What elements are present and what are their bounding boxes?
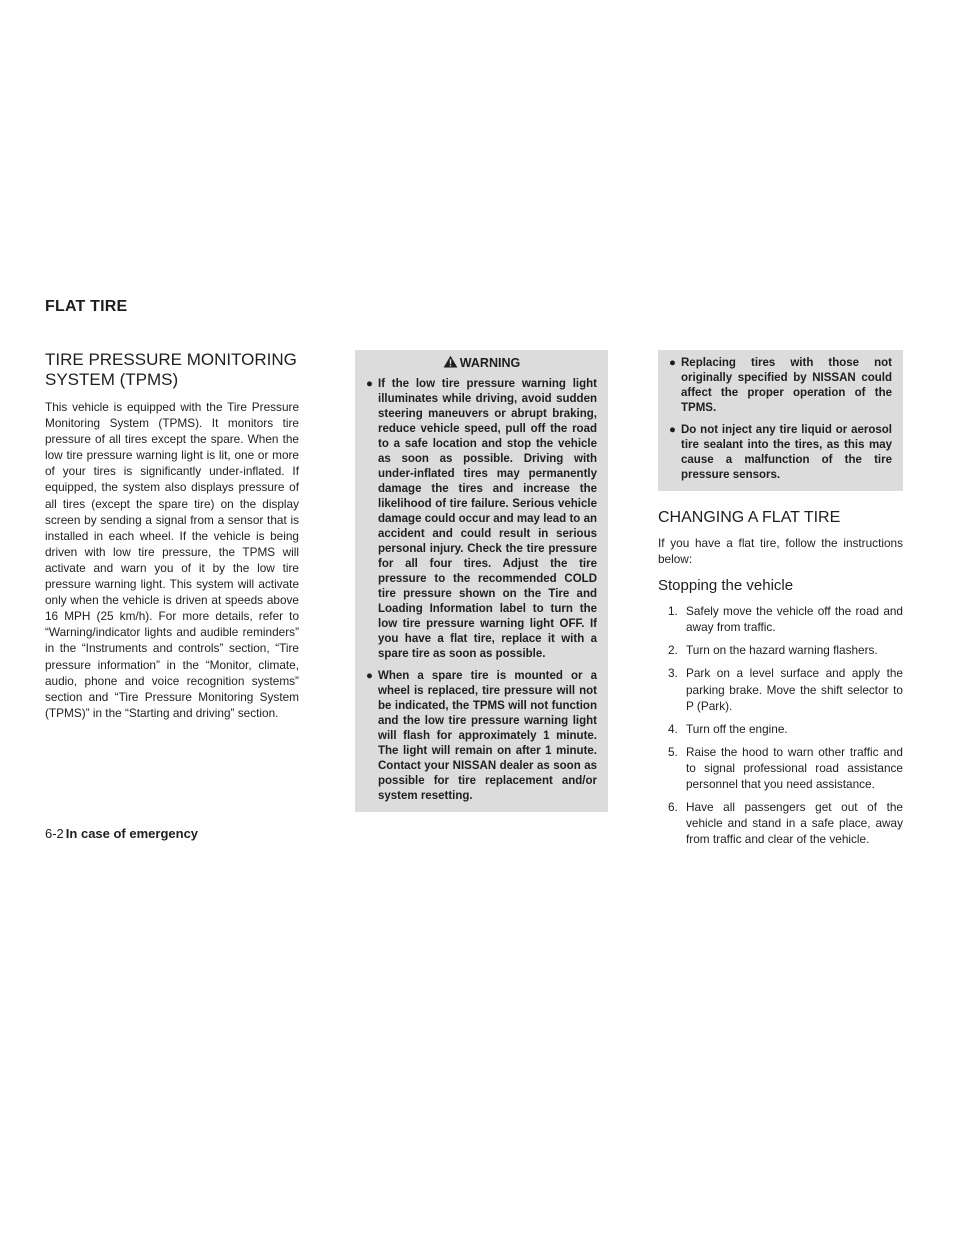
step-number: 2. — [668, 643, 678, 658]
step-item — [658, 744, 903, 792]
step-text: Have all passengers get out of the vehicle and stand in a safe place, away from traffic and clear of the vehicle. — [686, 800, 903, 847]
warning-item — [366, 669, 597, 804]
warning-item — [366, 377, 597, 662]
page-footer — [45, 826, 198, 842]
warning-list-2 — [669, 356, 892, 483]
step-item — [658, 665, 903, 713]
step-text: Safely move the vehicle off the road and away from traffic. — [686, 604, 903, 635]
warning-header — [366, 355, 597, 371]
section-title: FLAT TIRE — [45, 298, 128, 315]
changing-intro: If you have a flat tire, follow the instructions below: — [658, 536, 903, 567]
chapter-title: In case of emergency — [65, 826, 199, 841]
warning-box-continued — [658, 350, 903, 491]
warning-item-text: If the low tire pressure warning light illuminates while driving, avoid sudden steering maneuvers or abrupt braking, reduce vehicle speed, pull off the road to a safe location and stop the vehicle as soon as possible. Driving with under-inflated tires may permanently damage the tires and increase the likelihood of tire failure. Serious vehicle damage could occur and may lead to an accident and could result in serious personal injury. Check the tire pressure for all four tires. Adjust the tire pressure to the recommended COLD tire pressure shown on the Tire and Loading Information label to turn the low tire pressure warning light OFF. If you have a flat tire, replace it with a spare tire as soon as possible. — [378, 378, 597, 660]
warning-item — [669, 423, 892, 483]
page-number: 6-2 — [45, 826, 64, 841]
warning-item-text: When a spare tire is mounted or a wheel is replaced, tire pressure will not be indicated, the TPMS will not function and the low tire pressure warning light will flash for approximately 1 minute. The light will remain on after 1 minute. Contact your NISSAN dealer as soon as possible for tire replacement and/or system resetting. — [378, 670, 597, 802]
stopping-subheading: Stopping the vehicle — [658, 577, 794, 595]
step-item — [658, 603, 903, 635]
step-item — [658, 721, 903, 737]
warning-title: WARNING — [459, 356, 521, 370]
step-number: 6. — [668, 800, 678, 815]
changing-heading: CHANGING A FLAT TIRE — [658, 509, 841, 526]
bullet-icon: ● — [669, 357, 676, 369]
step-item — [658, 642, 903, 658]
bullet-icon: ● — [366, 670, 373, 682]
column-1 — [45, 350, 299, 721]
column-3 — [658, 350, 903, 854]
warning-box — [355, 350, 608, 812]
steps-list — [658, 603, 903, 847]
warning-item-text: Do not inject any tire liquid or aerosol tire sealant into the tires, as this may cause a malfunction of the tire pressure sensors. — [681, 424, 892, 481]
step-item — [658, 799, 903, 847]
bullet-icon: ● — [366, 378, 373, 390]
warning-item-text: Replacing tires with those not originally specified by NISSAN could affect the proper operation of the TPMS. — [681, 357, 892, 414]
tpms-body: This vehicle is equipped with the Tire Pressure Monitoring System (TPMS). It monitors tire pressure of all tires except the spare. When the low tire pressure warning light is lit, one or more of your tires is significantly under-inflated. If equipped, the system also displays pressure of all tires (except the spare tire) on the display screen by sending a signal from a sensor that is installed in each wheel. If the vehicle is being driven with low tire pressure, the TPMS will activate and warn you of it by the low tire pressure warning light. This system will activate only when the vehicle is driven at speeds above 16 MPH (25 km/h). For more details, refer to “Warning/indicator lights and audible reminders” in the “Instruments and controls” section, “Tire pressure information” in the “Monitor, climate, audio, phone and voice recognition systems” section and “Tire Pressure Monitoring System (TPMS)” in the “Starting and driving” section. — [45, 400, 299, 720]
warning-triangle-icon — [443, 355, 458, 368]
step-text: Park on a level surface and apply the parking brake. Move the shift selector to P (Park). — [686, 666, 903, 713]
bullet-icon: ● — [669, 424, 676, 436]
step-text: Raise the hood to warn other traffic and to signal professional road assistance personnel that you need assistance. — [686, 744, 903, 792]
step-text: Turn off the engine. — [686, 721, 788, 736]
column-2 — [355, 350, 608, 812]
step-text: Turn on the hazard warning flashers. — [686, 643, 878, 658]
step-number: 5. — [668, 744, 678, 759]
warning-list-1 — [366, 377, 597, 804]
step-number: 4. — [668, 721, 678, 736]
warning-item — [669, 356, 892, 416]
step-number: 1. — [668, 604, 678, 619]
tpms-heading: TIRE PRESSURE MONITORING SYSTEM (TPMS) — [45, 350, 297, 389]
step-number: 3. — [668, 666, 678, 681]
